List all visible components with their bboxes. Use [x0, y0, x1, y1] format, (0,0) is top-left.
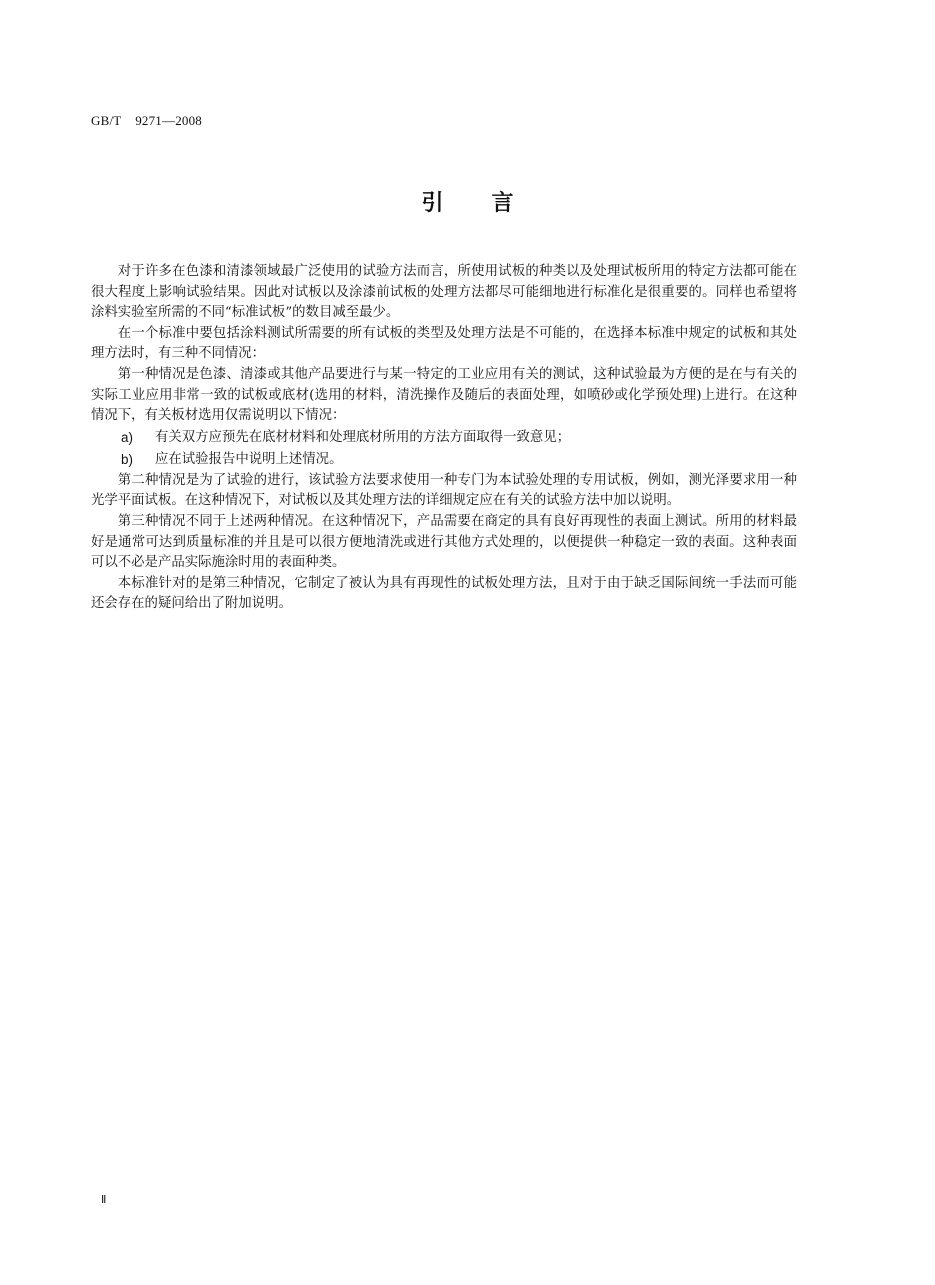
list-marker: a) [121, 429, 133, 445]
list-item [91, 449, 797, 471]
list-marker: b) [121, 451, 133, 467]
paragraph-case-three: 第三种情况不同于上述两种情况。在这种情况下，产品需要在商定的具有良好再现性的表面上测试。所用的材料最好是通常可达到质量标准的并且是可以很方便地清洗或进行其他方式处理的，以便提供一种稳定一致的表面。这种表面可以不必是产品实际施涂时用的表面种类。 [91, 513, 797, 571]
paragraph-case-two: 第二种情况是为了试验的进行，该试验方法要求使用一种专门为本试验处理的专用试板，例如，测光泽要求用一种光学平面试板。在这种情况下，对试板以及其处理方法的详细规定应在有关的试验方法中加以说明。 [91, 472, 797, 509]
paragraph-scope: 本标准针对的是第三种情况，它制定了被认为具有再现性的试板处理方法，且对于由于缺乏国际间统一手法而可能还会存在的疑问给出了附加说明。 [91, 575, 797, 612]
page-number: Ⅱ [101, 1194, 107, 1206]
body-content [91, 262, 797, 615]
list-item [91, 427, 797, 449]
document-code: GB/T 9271—2008 [91, 113, 203, 128]
paragraph-case-one: 第一种情况是色漆、清漆或其他产品要进行与某一特定的工业应用有关的测试，这种试验最为方便的是在与有关的实际工业应用非常一致的试板或底材(选用的材料，清洗操作及随后的表面处理，如喷砂或化学预处理)上进行。在这种情况下，有关板材选用仅需说明以下情况： [91, 366, 797, 424]
paragraph-cases: 在一个标准中要包括涂料测试所需要的所有试板的类型及处理方法是不可能的，在选择本标准中规定的试板和其处理方法时，有三种不同情况： [91, 325, 797, 362]
list-text: 有关双方应预先在底材材料和处理底材所用的方法方面取得一致意见； [155, 429, 571, 445]
page-title: 引言 [421, 191, 562, 216]
list-text: 应在试验报告中说明上述情况。 [155, 451, 343, 467]
paragraph-intro: 对于许多在色漆和清漆领域最广泛使用的试验方法而言，所使用试板的种类以及处理试板所用的特定方法都可能在很大程度上影响试验结果。因此对试板以及涂漆前试板的处理方法都尽可能细地进行标准化是很重要的。同样也希望将涂料实验室所需的不同“标准试板”的数目减至最少。 [91, 264, 797, 321]
